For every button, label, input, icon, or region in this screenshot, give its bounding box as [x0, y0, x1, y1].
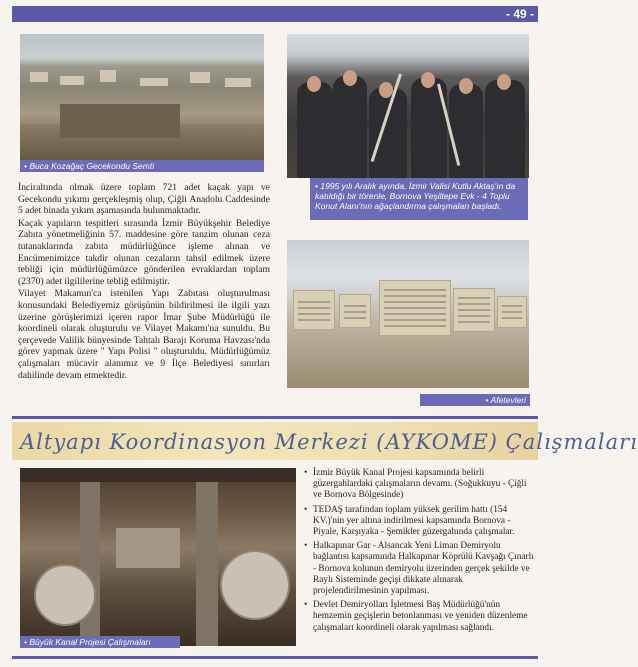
photo-afetevleri-buildings: [287, 240, 529, 388]
photo-buca-gecekondu: [20, 34, 264, 168]
photo-grand-canal-project: [20, 468, 296, 646]
list-item: • Devlet Demiryolları İşletmesi Baş Müdürlüğü'nün hemzemin geçişlerin betonlanması ve yeniden düzenleme çalışmaları koordineli olarak yapılması sağlandı.: [304, 600, 536, 634]
paragraph-building-police: Vilayet Makamın'ca istenilen Yapı Zabıtası oluşturulması konusundaki Belediyemiz görüşünün bildirilmesi ile ilgili yazı üzerine görüşlerimizi içeren rapor İmar Şube Müdürlüğü ile koordineli olarak oluşturulu ve Vilayet Makamı'na sunuldu. Bu çerçevede Valilik bünyesinde Tahtalı Barajı Koruma Havzası'nda görev yapmak üzere " Yapı Polisi " oluşturuldu. Müdürlüğümüz çalışmaları mücavir alanımız ve 9 İlçe Belediyesi sınırları dahilinde devam etmektedir.: [18, 288, 270, 381]
page-number: - 49 -: [505, 7, 534, 21]
body-text-column: [18, 182, 270, 382]
photo-tree-planting-ceremony: [287, 34, 529, 178]
photo-caption-afetevleri: • Afetevleri: [420, 394, 530, 406]
paragraph-penalties: Kaçak yapıların tespitleri sırasında İzmir Büyükşehir Belediye Zabıta yönetmeliğinin 57. maddesine göre tanzim olunan ceza tutanaklarında zabıta müdürlüğünce işleme alınan ve Encümenimizce takdir olunan cezaların tahsil edilmek üzere tebliği için müdürlüğümüzce gönderilen evraklardan toplam (2370) adet ilgililerine tebliğ edilmiştir.: [18, 217, 270, 287]
list-item: • TEDAŞ tarafından toplam yüksek gerilim hattı (154 KV.)'nin yer altına indirilmesi kapsamında Bornova - Piyale, Karşıyaka - Şemikler güzergahında çalışmalar.: [304, 505, 536, 539]
top-bar: [12, 6, 538, 22]
aykome-bullet-list: [304, 468, 536, 637]
list-item: • Halkapınar Gar - Alsancak Yeni Liman Demiryolu bağlantısı kapsamında Halkapınar Köprülü Kavşağı Çınarlı - Bornova kolunun demiryolu üzerinden gerçek şekilde ve Raylı Sisteminde geçişi dikkate alınarak projelendirilmesinin yapılması.: [304, 541, 536, 597]
section-title: Altyapı Koordinasyon Merkezi (AYKOME) Çalışmaları: [20, 430, 638, 454]
photo-caption-buca: • Buca Kozağaç Gecekondu Semti: [20, 160, 264, 172]
bottom-bar: [12, 656, 538, 659]
photo-caption-ceremony: • 1995 yılı Aralık ayında, İzmir Valisi Kutlu Aktaş'ın da katıldığı bir törenle, Bornova Yeşiltepe Evk - 4 Toplu Konut Alanı'nın ağaçlandırma çalışmaları başladı.: [310, 178, 528, 220]
list-item: • İzmir Büyük Kanal Projesi kapsamında belirli güzergahlardaki çalışmaların devamı. (Soğukkuyu - Çiğli ve Bornova Bölgesinde): [304, 468, 536, 502]
paragraph-demolitions: İnciraltında olmak üzere toplam 721 adet kaçak yapı ve Gecekondu yıkımı gerçekleşmiş olup, Çiğli Anadolu Caddesinde 5 adet binada yıkım aşamasında bulunmaktadır.: [18, 182, 270, 217]
photo-caption-kanal: • Büyük Kanal Projesi Çalışmaları: [20, 636, 180, 648]
section-divider: [12, 416, 538, 419]
